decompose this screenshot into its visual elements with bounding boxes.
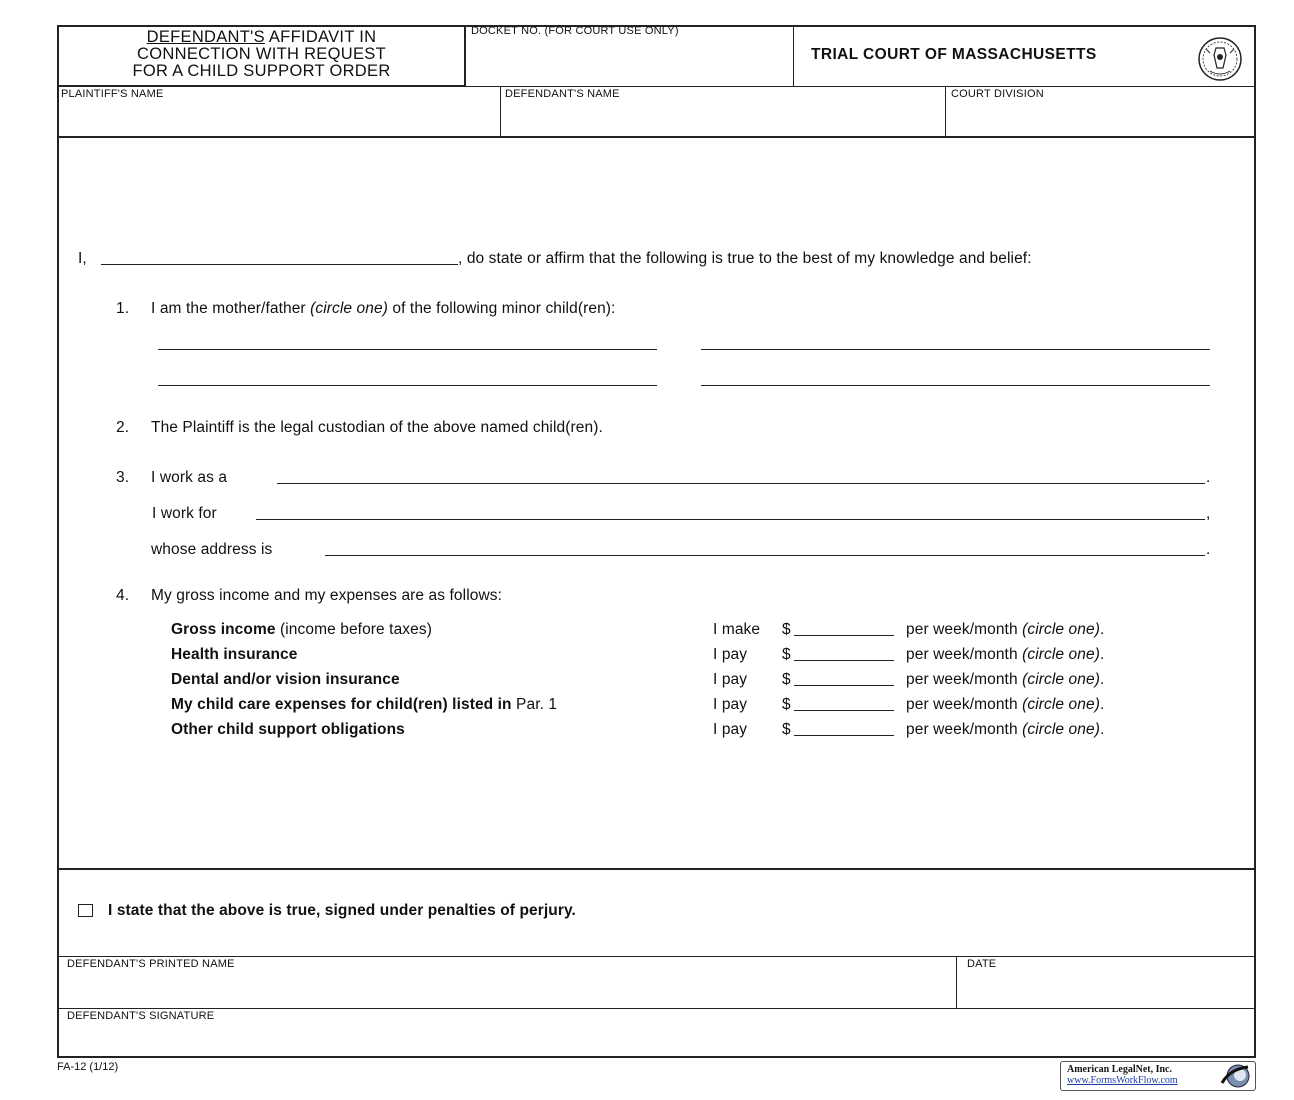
title-line-2: CONNECTION WITH REQUEST [137,45,386,63]
occupation-period: . [1206,469,1211,486]
gross-income-amount-field[interactable] [794,635,894,636]
signature-divider-top [58,956,1254,957]
perjury-statement: I state that the above is true, signed under penalties of perjury. [108,902,576,919]
vendor-url[interactable]: www.FormsWorkFlow.com [1067,1075,1178,1086]
income-row-period: per week/month (circle one). [906,696,1105,713]
other-support-amount-field[interactable] [794,735,894,736]
date-label: DATE [967,958,997,970]
court-division-label: COURT DIVISION [951,88,1044,100]
plaintiff-name-label: PLAINTIFF'S NAME [61,88,164,100]
income-row-dollar: $ [782,646,791,663]
income-row-label: Gross income (income before taxes) [171,621,432,638]
item4-text: My gross income and my expenses are as follows: [151,587,503,604]
title-affidavit-in: AFFIDAVIT IN [264,28,377,46]
affiant-name-field[interactable] [101,264,458,265]
income-row-dollar: $ [782,671,791,688]
intro-prefix: I, [78,250,87,267]
item1-text-a: I am the mother/father [151,300,311,317]
employer-comma: , [1206,505,1211,522]
income-row-dollar: $ [782,696,791,713]
employer-address-field[interactable] [325,555,1205,556]
work-for-label: I work for [152,505,217,522]
income-row-period: per week/month (circle one). [906,621,1105,638]
income-row-verb: I pay [713,696,748,713]
item2-text: The Plaintiff is the legal custodian of the above named child(ren). [151,419,603,436]
title-defendants: DEFENDANT'S [146,28,265,46]
income-row-label: Dental and/or vision insurance [171,671,400,688]
defendant-name-field[interactable] [505,104,939,132]
item2-number: 2. [116,419,130,436]
child-name-field-2[interactable] [701,349,1210,350]
parties-divider-1 [500,87,501,136]
child-name-field-3[interactable] [158,385,657,386]
printed-name-field[interactable] [66,974,950,1004]
income-row-verb: I pay [713,721,748,738]
income-row-period: per week/month (circle one). [906,671,1105,688]
income-row-verb: I make [713,621,761,638]
item1-text [151,300,615,318]
defendant-name-label: DEFENDANT'S NAME [505,88,620,100]
signature-field[interactable] [66,1026,1248,1054]
item4-number: 4. [116,587,130,604]
docket-divider [793,26,794,87]
date-divider [956,957,957,1008]
income-row-period: per week/month (circle one). [906,646,1105,663]
title-line-3: FOR A CHILD SUPPORT ORDER [132,62,391,80]
docket-field[interactable] [470,42,788,82]
income-row-label: My child care expenses for child(ren) listed in Par. 1 [171,696,558,713]
occupation-field[interactable] [277,483,1205,484]
item1-text-c: of the following minor child(ren): [387,300,616,317]
date-field[interactable] [966,974,1248,1004]
income-row-label: Other child support obligations [171,721,405,738]
address-label: whose address is [151,541,273,558]
item1-circle-one: (circle one) [310,300,388,317]
income-row-verb: I pay [713,671,748,688]
massachusetts-seal-icon [1196,35,1244,83]
signature-label: DEFENDANT'S SIGNATURE [67,1010,215,1022]
docket-label: DOCKET NO. (FOR COURT USE ONLY) [471,25,679,37]
income-row-verb: I pay [713,646,748,663]
court-division-field[interactable] [951,104,1249,132]
main-body-box [57,136,1256,870]
vendor-logo-icon [1218,1063,1254,1089]
income-row-period: per week/month (circle one). [906,721,1105,738]
vendor-name: American LegalNet, Inc. [1067,1064,1172,1075]
intro-suffix: , do state or affirm that the following is true to the best of my knowledge and belief: [458,250,1032,267]
income-row-dollar: $ [782,721,791,738]
printed-name-label: DEFENDANT'S PRINTED NAME [67,958,235,970]
item3-number: 3. [116,469,130,486]
form-title [60,29,463,80]
form-id: FA-12 (1/12) [57,1061,119,1073]
child-care-amount-field[interactable] [794,710,894,711]
dental-vision-amount-field[interactable] [794,685,894,686]
parties-divider-2 [945,87,946,136]
court-name: TRIAL COURT OF MASSACHUSETTS [811,46,1097,63]
item1-number: 1. [116,300,130,317]
plaintiff-name-field[interactable] [61,104,495,132]
income-row-label: Health insurance [171,646,298,663]
employer-field[interactable] [256,519,1205,520]
work-as-label: I work as a [151,469,228,486]
signature-divider-bottom [58,1008,1254,1009]
address-period: . [1206,541,1211,558]
health-insurance-amount-field[interactable] [794,660,894,661]
income-row-dollar: $ [782,621,791,638]
child-name-field-4[interactable] [701,385,1210,386]
perjury-checkbox[interactable] [78,904,93,917]
child-name-field-1[interactable] [158,349,657,350]
